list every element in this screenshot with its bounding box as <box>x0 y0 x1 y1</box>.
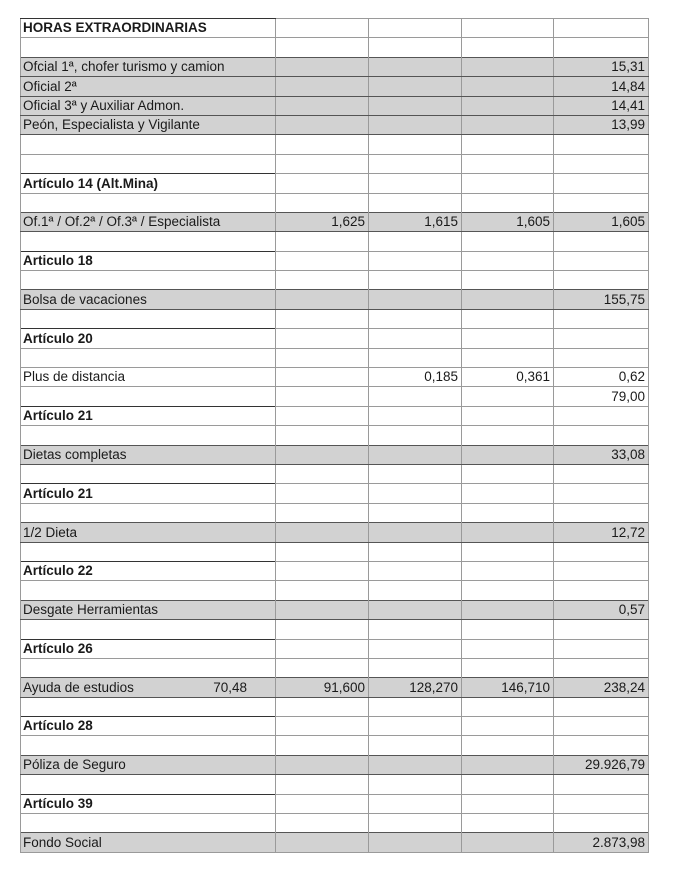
section-heading: Artículo 26 <box>21 639 276 658</box>
row-value: 128,270 <box>369 678 462 697</box>
section-heading: Artículo 21 <box>21 484 276 503</box>
row-value: 155,75 <box>554 290 649 309</box>
table-row <box>21 38 649 57</box>
table-row <box>21 426 649 445</box>
row-label: Oficial 2ª <box>21 77 276 96</box>
table-row <box>21 115 649 134</box>
row-value: 238,24 <box>554 678 649 697</box>
row-label: Póliza de Seguro <box>21 755 276 774</box>
table-row <box>21 814 649 833</box>
table-row <box>21 232 649 251</box>
row-value: 2.873,98 <box>554 833 649 852</box>
row-label-cell <box>21 678 276 697</box>
row-value: 70,48 <box>213 679 247 695</box>
table-row <box>21 775 649 794</box>
section-heading: Articulo 18 <box>21 251 276 270</box>
table-row <box>21 329 649 348</box>
table-row <box>21 678 649 697</box>
row-value: 14,41 <box>554 96 649 115</box>
table-row <box>21 271 649 290</box>
row-value: 0,62 <box>554 368 649 387</box>
table-row <box>21 755 649 774</box>
spreadsheet-page <box>20 18 648 853</box>
row-label: Ofcial 1ª, chofer turismo y camion <box>21 57 276 76</box>
table-row <box>21 639 649 658</box>
section-title: HORAS EXTRAORDINARIAS <box>21 19 276 38</box>
row-value: 0,361 <box>462 368 554 387</box>
row-value: 0,185 <box>369 368 462 387</box>
row-value: 12,72 <box>554 523 649 542</box>
table-row <box>21 464 649 483</box>
section-heading: Artículo 20 <box>21 329 276 348</box>
section-heading: Artículo 22 <box>21 561 276 580</box>
section-heading: Artículo 39 <box>21 794 276 813</box>
row-value: 29.926,79 <box>554 755 649 774</box>
table-row <box>21 561 649 580</box>
row-value: 1,625 <box>276 212 369 231</box>
table-row <box>21 833 649 852</box>
row-label: Peón, Especialista y Vigilante <box>21 115 276 134</box>
table-row <box>21 387 649 406</box>
row-value: 15,31 <box>554 57 649 76</box>
table-row <box>21 193 649 212</box>
table-row <box>21 523 649 542</box>
row-value: 1,615 <box>369 212 462 231</box>
row-value: 146,710 <box>462 678 554 697</box>
row-value: 79,00 <box>554 387 649 406</box>
table-row <box>21 581 649 600</box>
row-value: 1,605 <box>554 212 649 231</box>
table-row <box>21 154 649 173</box>
row-value: 33,08 <box>554 445 649 464</box>
row-label: Ayuda de estudios <box>23 679 134 695</box>
section-heading: Artículo 14 (Alt.Mina) <box>21 174 276 193</box>
table-row <box>21 174 649 193</box>
row-label: Dietas completas <box>21 445 276 464</box>
table-row <box>21 736 649 755</box>
section-heading: Artículo 28 <box>21 717 276 736</box>
table-row <box>21 717 649 736</box>
table-row <box>21 794 649 813</box>
table-row <box>21 348 649 367</box>
table-row <box>21 503 649 522</box>
row-label: Fondo Social <box>21 833 276 852</box>
table-row <box>21 484 649 503</box>
row-value: 1,605 <box>462 212 554 231</box>
table-row <box>21 658 649 677</box>
row-label: Plus de distancia <box>21 368 276 387</box>
table-row <box>21 96 649 115</box>
table-row <box>21 251 649 270</box>
table-row <box>21 77 649 96</box>
rates-table <box>20 18 649 853</box>
table-row <box>21 290 649 309</box>
table-row <box>21 135 649 154</box>
row-value: 14,84 <box>554 77 649 96</box>
table-row <box>21 542 649 561</box>
row-label: 1/2 Dieta <box>21 523 276 542</box>
row-label: Of.1ª / Of.2ª / Of.3ª / Especialista <box>21 212 276 231</box>
row-label: Desgate Herramientas <box>21 600 276 619</box>
table-row <box>21 406 649 425</box>
table-row <box>21 600 649 619</box>
row-value: 91,600 <box>276 678 369 697</box>
row-label: Bolsa de vacaciones <box>21 290 276 309</box>
table-row <box>21 309 649 328</box>
table-row <box>21 212 649 231</box>
row-label: Oficial 3ª y Auxiliar Admon. <box>21 96 276 115</box>
section-heading: Artículo 21 <box>21 406 276 425</box>
table-row <box>21 697 649 716</box>
table-row <box>21 19 649 38</box>
table-row <box>21 620 649 639</box>
row-value: 0,57 <box>554 600 649 619</box>
table-row <box>21 368 649 387</box>
table-row <box>21 57 649 76</box>
table-row <box>21 445 649 464</box>
row-value: 13,99 <box>554 115 649 134</box>
